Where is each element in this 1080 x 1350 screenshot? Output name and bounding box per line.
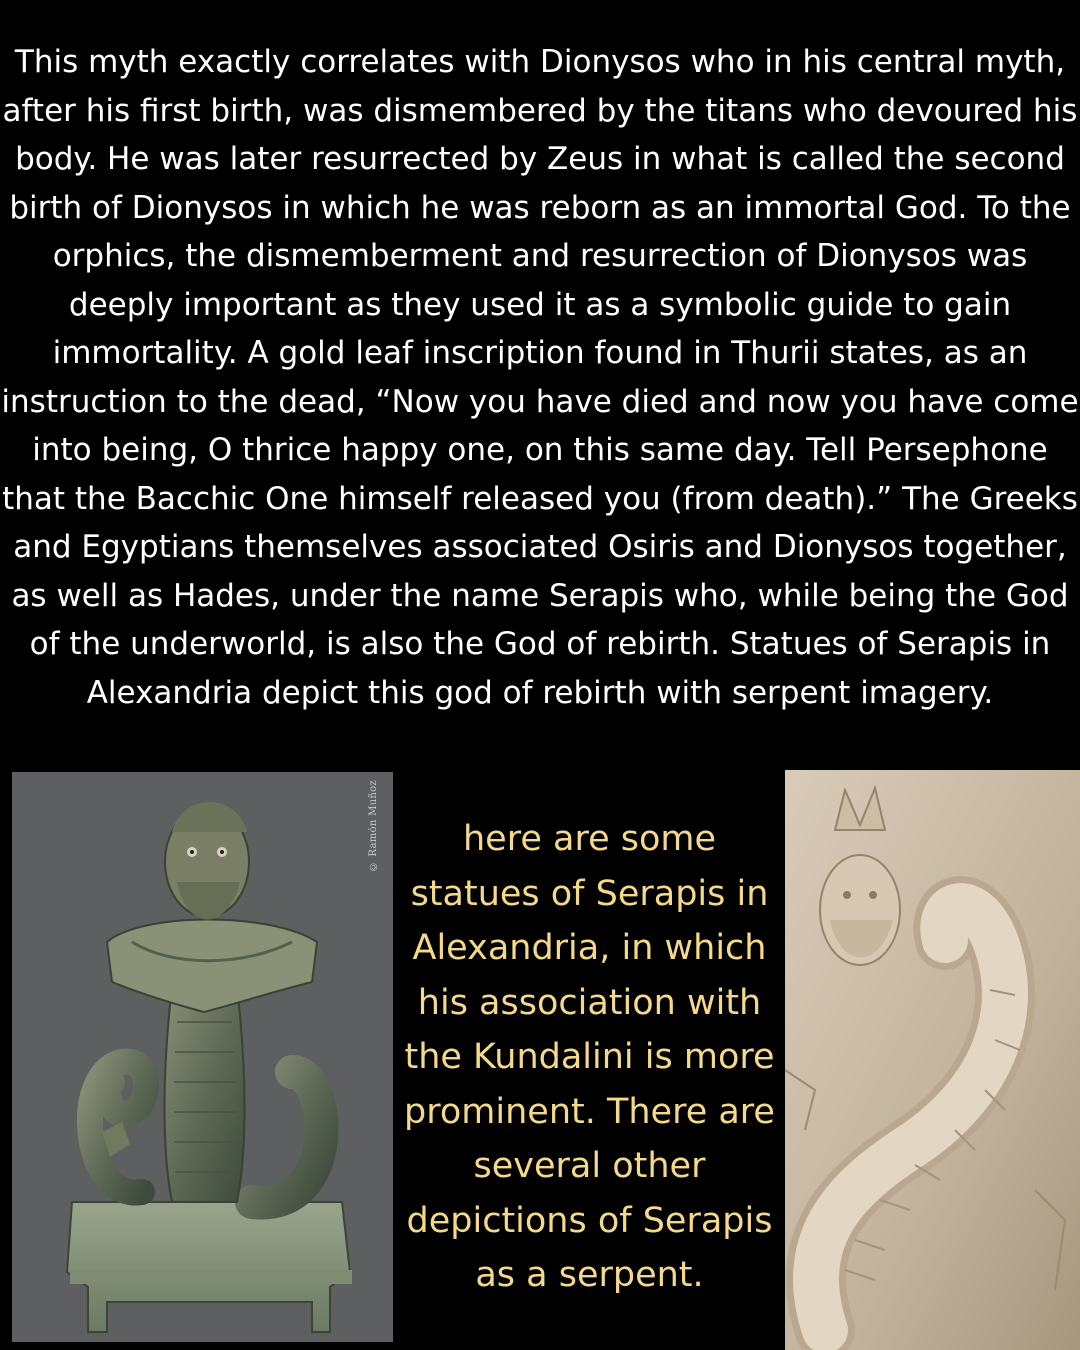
caption bbox=[393, 812, 786, 1303]
serapis-bronze-statue-image bbox=[12, 772, 393, 1342]
photo-credit: © Ramón Muñoz bbox=[368, 780, 379, 872]
main-paragraph-text: This myth exactly correlates with Dionysos who in his central myth, after his first birth, was dismembered by the titans who devoured his body. He was later resurrected by Zeus in what is called the second birth of Dionysos in which he was reborn as an immortal God. To the orphics, the dismemberment and resurrection of Dionysos was deeply important as they used it as a symbolic guide to gain immortality. A gold leaf inscription found in Thurii states, as an instruction to the dead, “Now you have died and now you have come into being, O thrice happy one, on this same day. Tell Persephone that the Bacchic One himself released you (from death).” The Greeks and Egyptians themselves associated Osiris and Dionysos together, as well as Hades, under the name Serapis who, while being the God of the underworld, is also the God of rebirth. Statues of Serapis in Alexandria depict this god of rebirth with serpent imagery. bbox=[1, 44, 1079, 711]
caption-text: here are some statues of Serapis in Alexandria, in which his association with the Kundalini is more prominent. There are several other depictions of Serapis as a serpent. bbox=[404, 819, 775, 1295]
main-paragraph bbox=[0, 38, 1080, 717]
serapis-relief-image bbox=[785, 770, 1080, 1350]
